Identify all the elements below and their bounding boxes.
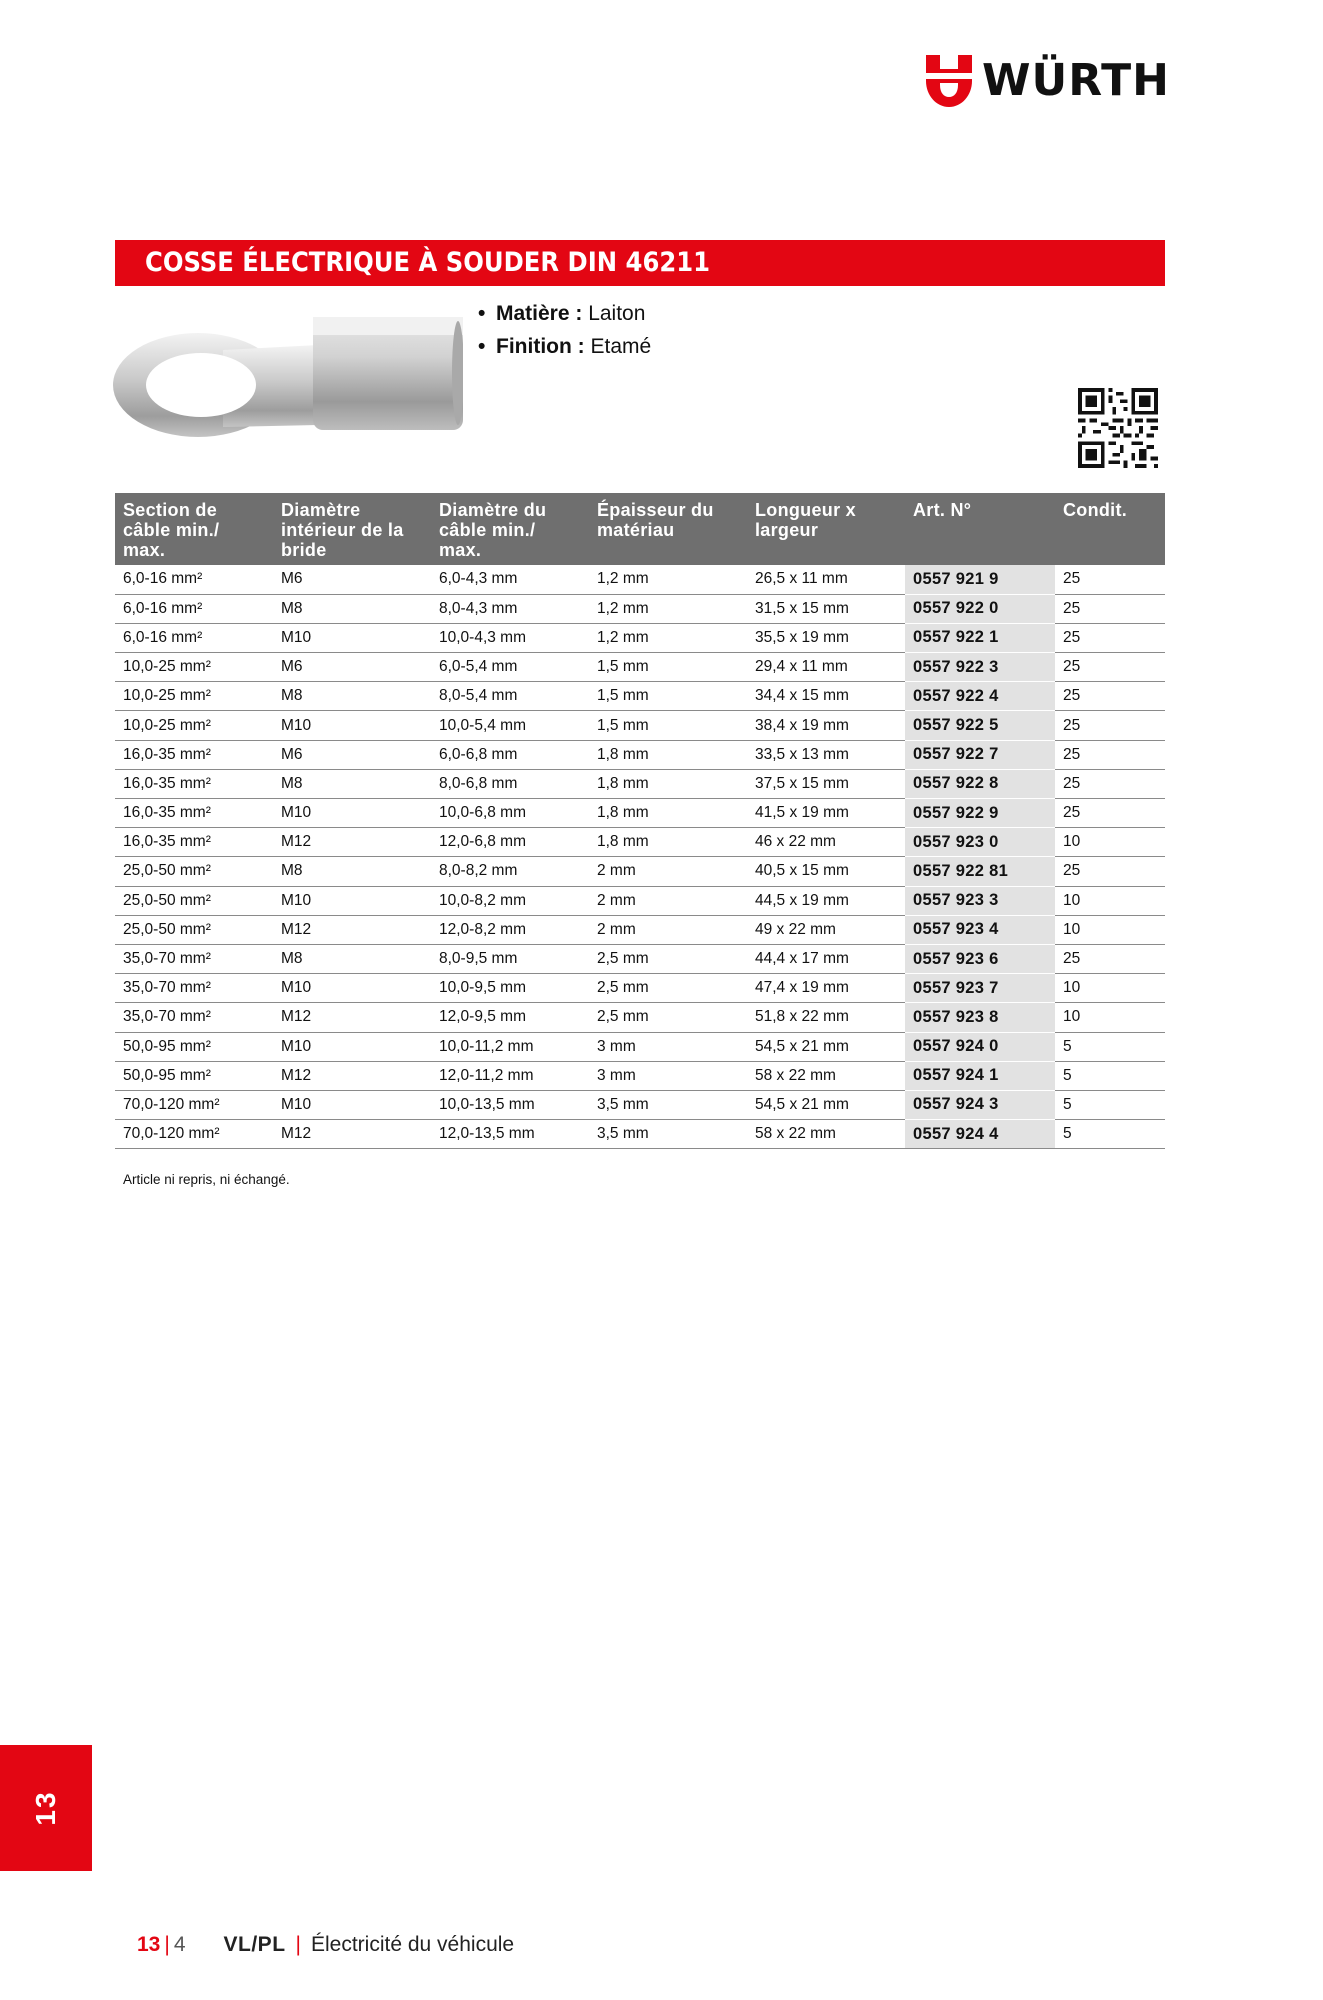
cell-dimensions: 54,5 x 21 mm bbox=[747, 1032, 905, 1061]
cell-packaging: 10 bbox=[1055, 886, 1165, 915]
table-row bbox=[115, 769, 1165, 798]
cell-article-number: 0557 924 1 bbox=[905, 1061, 1055, 1090]
cell-cable-diameter: 10,0-11,2 mm bbox=[431, 1032, 589, 1061]
cell-thickness: 3 mm bbox=[589, 1032, 747, 1061]
cell-dimensions: 49 x 22 mm bbox=[747, 915, 905, 944]
cell-section: 6,0-16 mm² bbox=[115, 565, 273, 594]
cell-packaging: 5 bbox=[1055, 1120, 1165, 1149]
cell-packaging: 25 bbox=[1055, 653, 1165, 682]
cell-packaging: 25 bbox=[1055, 740, 1165, 769]
cell-cable-diameter: 8,0-9,5 mm bbox=[431, 944, 589, 973]
brand-name: WÜRTH bbox=[982, 55, 1171, 106]
col-header-inner-diameter: Diamètre intérieur de la bride bbox=[273, 493, 431, 565]
cell-dimensions: 51,8 x 22 mm bbox=[747, 1003, 905, 1032]
col-header-section: Section de câble min./ max. bbox=[115, 493, 273, 565]
qr-code[interactable] bbox=[1078, 388, 1158, 468]
cell-thickness: 1,2 mm bbox=[589, 623, 747, 652]
cell-packaging: 25 bbox=[1055, 769, 1165, 798]
cell-dimensions: 35,5 x 19 mm bbox=[747, 623, 905, 652]
feature-list bbox=[478, 297, 651, 363]
cell-inner-diameter: M12 bbox=[273, 1120, 431, 1149]
cell-packaging: 10 bbox=[1055, 1003, 1165, 1032]
footnote: Article ni repris, ni échangé. bbox=[123, 1172, 290, 1187]
cell-cable-diameter: 8,0-8,2 mm bbox=[431, 857, 589, 886]
cell-section: 25,0-50 mm² bbox=[115, 857, 273, 886]
feature-label: Matière : bbox=[496, 302, 583, 325]
cell-packaging: 25 bbox=[1055, 944, 1165, 973]
cell-article-number: 0557 923 3 bbox=[905, 886, 1055, 915]
cell-section: 16,0-35 mm² bbox=[115, 769, 273, 798]
cell-packaging: 25 bbox=[1055, 594, 1165, 623]
table-row bbox=[115, 886, 1165, 915]
cell-thickness: 1,5 mm bbox=[589, 653, 747, 682]
col-header-cable-diameter: Diamètre du câble min./ max. bbox=[431, 493, 589, 565]
footer-separator: | bbox=[295, 1933, 301, 1956]
cell-section: 70,0-120 mm² bbox=[115, 1120, 273, 1149]
page-footer bbox=[137, 1933, 514, 1957]
cell-inner-diameter: M8 bbox=[273, 769, 431, 798]
product-title: COSSE ÉLECTRIQUE À SOUDER DIN 46211 bbox=[145, 247, 711, 278]
cell-cable-diameter: 8,0-5,4 mm bbox=[431, 682, 589, 711]
cell-inner-diameter: M8 bbox=[273, 944, 431, 973]
cell-packaging: 25 bbox=[1055, 682, 1165, 711]
cell-packaging: 25 bbox=[1055, 857, 1165, 886]
wurth-logo bbox=[926, 54, 1170, 108]
cell-packaging: 5 bbox=[1055, 1032, 1165, 1061]
cell-section: 10,0-25 mm² bbox=[115, 682, 273, 711]
cell-thickness: 2 mm bbox=[589, 857, 747, 886]
cell-thickness: 3 mm bbox=[589, 1061, 747, 1090]
cell-article-number: 0557 924 4 bbox=[905, 1120, 1055, 1149]
cell-cable-diameter: 10,0-9,5 mm bbox=[431, 974, 589, 1003]
chapter-tab-number: 13 bbox=[30, 1790, 61, 1826]
title-band bbox=[115, 240, 1165, 286]
cell-packaging: 25 bbox=[1055, 623, 1165, 652]
col-header-dimensions: Longueur x largeur bbox=[747, 493, 905, 565]
feature-value: Laiton bbox=[588, 302, 646, 325]
cell-article-number: 0557 922 9 bbox=[905, 799, 1055, 828]
cell-dimensions: 58 x 22 mm bbox=[747, 1120, 905, 1149]
cell-thickness: 1,8 mm bbox=[589, 828, 747, 857]
cell-cable-diameter: 12,0-13,5 mm bbox=[431, 1120, 589, 1149]
cell-dimensions: 46 x 22 mm bbox=[747, 828, 905, 857]
feature-label: Finition : bbox=[496, 335, 585, 358]
cell-inner-diameter: M6 bbox=[273, 653, 431, 682]
col-header-packaging: Condit. bbox=[1055, 493, 1165, 565]
cell-section: 35,0-70 mm² bbox=[115, 974, 273, 1003]
cell-dimensions: 34,4 x 15 mm bbox=[747, 682, 905, 711]
cell-thickness: 2,5 mm bbox=[589, 1003, 747, 1032]
cell-cable-diameter: 12,0-6,8 mm bbox=[431, 828, 589, 857]
cell-dimensions: 44,4 x 17 mm bbox=[747, 944, 905, 973]
cell-thickness: 1,5 mm bbox=[589, 711, 747, 740]
cell-section: 25,0-50 mm² bbox=[115, 886, 273, 915]
table-row bbox=[115, 682, 1165, 711]
ring-terminal-image bbox=[113, 305, 463, 440]
cell-inner-diameter: M10 bbox=[273, 1090, 431, 1119]
cell-inner-diameter: M6 bbox=[273, 740, 431, 769]
cell-article-number: 0557 923 7 bbox=[905, 974, 1055, 1003]
cell-cable-diameter: 10,0-13,5 mm bbox=[431, 1090, 589, 1119]
table-row bbox=[115, 944, 1165, 973]
cell-dimensions: 38,4 x 19 mm bbox=[747, 711, 905, 740]
cell-section: 16,0-35 mm² bbox=[115, 740, 273, 769]
cell-cable-diameter: 10,0-5,4 mm bbox=[431, 711, 589, 740]
table-row bbox=[115, 565, 1165, 594]
cell-dimensions: 37,5 x 15 mm bbox=[747, 769, 905, 798]
cell-article-number: 0557 921 9 bbox=[905, 565, 1055, 594]
chapter-tab[interactable] bbox=[0, 1745, 92, 1871]
cell-inner-diameter: M12 bbox=[273, 915, 431, 944]
cell-packaging: 25 bbox=[1055, 799, 1165, 828]
cell-section: 16,0-35 mm² bbox=[115, 828, 273, 857]
cell-section: 50,0-95 mm² bbox=[115, 1032, 273, 1061]
section-code: VL/PL bbox=[223, 1933, 286, 1956]
table-row bbox=[115, 740, 1165, 769]
cell-article-number: 0557 924 3 bbox=[905, 1090, 1055, 1119]
cell-section: 50,0-95 mm² bbox=[115, 1061, 273, 1090]
cell-inner-diameter: M10 bbox=[273, 623, 431, 652]
cell-packaging: 25 bbox=[1055, 565, 1165, 594]
table-row bbox=[115, 799, 1165, 828]
table-row bbox=[115, 1120, 1165, 1149]
feature-item: • Matière : Laiton bbox=[478, 302, 646, 325]
cell-dimensions: 29,4 x 11 mm bbox=[747, 653, 905, 682]
cell-article-number: 0557 922 0 bbox=[905, 594, 1055, 623]
sub-page-number: 4 bbox=[173, 1933, 186, 1956]
cell-article-number: 0557 922 8 bbox=[905, 769, 1055, 798]
cell-inner-diameter: M10 bbox=[273, 799, 431, 828]
cell-thickness: 1,2 mm bbox=[589, 565, 747, 594]
cell-dimensions: 31,5 x 15 mm bbox=[747, 594, 905, 623]
col-header-article-number: Art. N° bbox=[905, 493, 1055, 565]
wurth-logo-icon bbox=[926, 55, 972, 107]
cell-cable-diameter: 10,0-8,2 mm bbox=[431, 886, 589, 915]
cell-section: 35,0-70 mm² bbox=[115, 1003, 273, 1032]
cell-dimensions: 41,5 x 19 mm bbox=[747, 799, 905, 828]
cell-section: 16,0-35 mm² bbox=[115, 799, 273, 828]
cell-section: 6,0-16 mm² bbox=[115, 623, 273, 652]
cell-cable-diameter: 8,0-4,3 mm bbox=[431, 594, 589, 623]
feature-value: Etamé bbox=[590, 335, 652, 358]
page-separator: | bbox=[164, 1933, 170, 1956]
cell-cable-diameter: 6,0-5,4 mm bbox=[431, 653, 589, 682]
table-row bbox=[115, 653, 1165, 682]
table-row bbox=[115, 857, 1165, 886]
cell-inner-diameter: M12 bbox=[273, 828, 431, 857]
cell-cable-diameter: 8,0-6,8 mm bbox=[431, 769, 589, 798]
cell-article-number: 0557 922 4 bbox=[905, 682, 1055, 711]
cell-section: 6,0-16 mm² bbox=[115, 594, 273, 623]
cell-article-number: 0557 922 5 bbox=[905, 711, 1055, 740]
cell-inner-diameter: M12 bbox=[273, 1061, 431, 1090]
cell-dimensions: 47,4 x 19 mm bbox=[747, 974, 905, 1003]
cell-article-number: 0557 923 8 bbox=[905, 1003, 1055, 1032]
cell-cable-diameter: 6,0-4,3 mm bbox=[431, 565, 589, 594]
cell-cable-diameter: 10,0-4,3 mm bbox=[431, 623, 589, 652]
cell-section: 10,0-25 mm² bbox=[115, 653, 273, 682]
cell-thickness: 1,8 mm bbox=[589, 799, 747, 828]
cell-article-number: 0557 922 7 bbox=[905, 740, 1055, 769]
cell-thickness: 2,5 mm bbox=[589, 974, 747, 1003]
cell-thickness: 3,5 mm bbox=[589, 1120, 747, 1149]
cell-dimensions: 58 x 22 mm bbox=[747, 1061, 905, 1090]
feature-item: • Finition : Etamé bbox=[478, 335, 652, 358]
cell-inner-diameter: M10 bbox=[273, 974, 431, 1003]
cell-dimensions: 44,5 x 19 mm bbox=[747, 886, 905, 915]
cell-packaging: 5 bbox=[1055, 1061, 1165, 1090]
cell-section: 25,0-50 mm² bbox=[115, 915, 273, 944]
spec-table-body bbox=[115, 565, 1165, 1149]
cell-article-number: 0557 924 0 bbox=[905, 1032, 1055, 1061]
cell-inner-diameter: M10 bbox=[273, 1032, 431, 1061]
table-row bbox=[115, 828, 1165, 857]
cell-section: 70,0-120 mm² bbox=[115, 1090, 273, 1119]
cell-inner-diameter: M10 bbox=[273, 886, 431, 915]
cell-dimensions: 33,5 x 13 mm bbox=[747, 740, 905, 769]
cell-dimensions: 26,5 x 11 mm bbox=[747, 565, 905, 594]
cell-inner-diameter: M6 bbox=[273, 565, 431, 594]
table-row bbox=[115, 711, 1165, 740]
cell-dimensions: 40,5 x 15 mm bbox=[747, 857, 905, 886]
cell-packaging: 25 bbox=[1055, 711, 1165, 740]
cell-article-number: 0557 922 81 bbox=[905, 857, 1055, 886]
cell-article-number: 0557 923 6 bbox=[905, 944, 1055, 973]
cell-thickness: 1,8 mm bbox=[589, 769, 747, 798]
cell-packaging: 10 bbox=[1055, 915, 1165, 944]
cell-cable-diameter: 12,0-9,5 mm bbox=[431, 1003, 589, 1032]
cell-section: 10,0-25 mm² bbox=[115, 711, 273, 740]
table-row bbox=[115, 1061, 1165, 1090]
cell-cable-diameter: 10,0-6,8 mm bbox=[431, 799, 589, 828]
cell-thickness: 2,5 mm bbox=[589, 944, 747, 973]
cell-article-number: 0557 923 4 bbox=[905, 915, 1055, 944]
cell-thickness: 2 mm bbox=[589, 915, 747, 944]
cell-article-number: 0557 923 0 bbox=[905, 828, 1055, 857]
cell-packaging: 5 bbox=[1055, 1090, 1165, 1119]
cell-thickness: 1,8 mm bbox=[589, 740, 747, 769]
cell-article-number: 0557 922 1 bbox=[905, 623, 1055, 652]
col-header-thickness: Épaisseur du matériau bbox=[589, 493, 747, 565]
table-row bbox=[115, 915, 1165, 944]
table-header-row bbox=[115, 493, 1165, 565]
cell-cable-diameter: 12,0-11,2 mm bbox=[431, 1061, 589, 1090]
table-row bbox=[115, 974, 1165, 1003]
cell-thickness: 2 mm bbox=[589, 886, 747, 915]
cell-cable-diameter: 12,0-8,2 mm bbox=[431, 915, 589, 944]
spec-table bbox=[115, 493, 1165, 1149]
cell-thickness: 1,5 mm bbox=[589, 682, 747, 711]
section-title: Électricité du véhicule bbox=[311, 1933, 515, 1956]
cell-inner-diameter: M8 bbox=[273, 594, 431, 623]
table-row bbox=[115, 594, 1165, 623]
table-row bbox=[115, 1090, 1165, 1119]
cell-inner-diameter: M8 bbox=[273, 857, 431, 886]
cell-article-number: 0557 922 3 bbox=[905, 653, 1055, 682]
cell-packaging: 10 bbox=[1055, 828, 1165, 857]
cell-dimensions: 54,5 x 21 mm bbox=[747, 1090, 905, 1119]
cell-section: 35,0-70 mm² bbox=[115, 944, 273, 973]
table-row bbox=[115, 623, 1165, 652]
cell-thickness: 1,2 mm bbox=[589, 594, 747, 623]
table-row bbox=[115, 1032, 1165, 1061]
cell-inner-diameter: M8 bbox=[273, 682, 431, 711]
page-number: 13 bbox=[137, 1933, 161, 1956]
table-row bbox=[115, 1003, 1165, 1032]
cell-thickness: 3,5 mm bbox=[589, 1090, 747, 1119]
cell-cable-diameter: 6,0-6,8 mm bbox=[431, 740, 589, 769]
cell-inner-diameter: M12 bbox=[273, 1003, 431, 1032]
cell-inner-diameter: M10 bbox=[273, 711, 431, 740]
cell-packaging: 10 bbox=[1055, 974, 1165, 1003]
